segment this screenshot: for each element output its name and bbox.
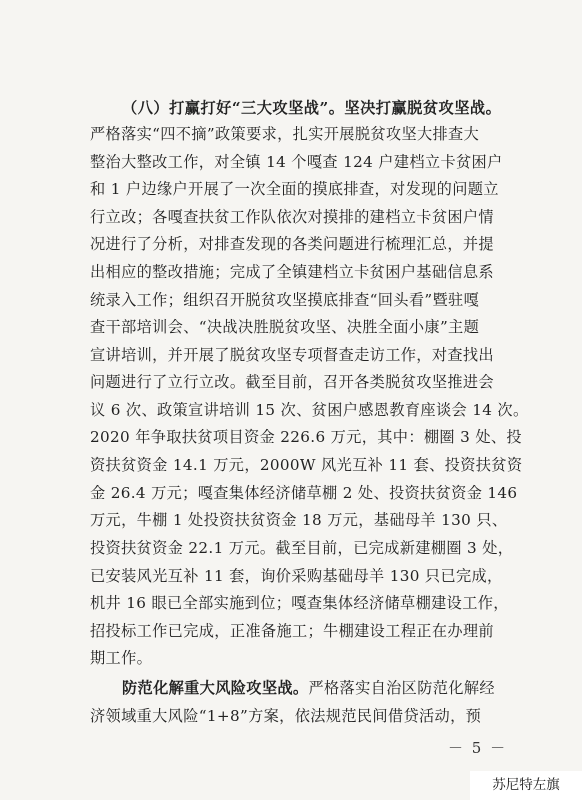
body-line: 问题进行了立行立改。截至目前，召开各类脱贫攻坚推进会 [90, 373, 494, 391]
section-heading-line: （八）打赢打好“三大攻坚战”。坚决打赢脱贫攻坚战。 [122, 99, 502, 117]
body-line: 万元，牛棚 1 处投资扶贫资金 18 万元，基础母羊 130 只、 [90, 511, 508, 529]
body-line: 宣讲培训，并开展了脱贫攻坚专项督查走访工作，对查找出 [90, 346, 494, 364]
body-line: 查干部培训会、“决战决胜脱贫攻坚、决胜全面小康”主题 [90, 318, 480, 336]
paragraph-line-text: 严格落实自治区防范化解经 [308, 679, 495, 697]
body-line: 议 6 次、政策宣讲培训 15 次、贫困户感恩教育座谈会 14 次。 [90, 401, 529, 419]
body-line: 已安装风光互补 11 套，询价采购基础母羊 130 只已完成， [90, 567, 503, 585]
body-line: 出相应的整改措施；完成了全镇建档立卡贫困户基础信息系 [90, 263, 494, 281]
body-line: 资扶贫资金 14.1 万元，2000W 风光互补 11 套、投资扶贫资 [90, 456, 523, 474]
body-line: 机井 16 眼已全部实施到位；嘎查集体经济储草棚建设工作， [90, 594, 509, 612]
body-line: 投资扶贫资金 22.1 万元。截至目前，已完成新建棚圈 3 处， [90, 539, 514, 557]
body-line: 况进行了分析，对排查发现的各类问题进行梳理汇总，并提 [90, 235, 494, 253]
body-line: 济领域重大风险“1+8”方案，依法规范民间借贷活动，预 [90, 707, 482, 725]
body-line: 严格落实“四不摘”政策要求，扎实开展脱贫攻坚大排查大 [90, 125, 480, 143]
body-line: 期工作。 [90, 649, 153, 667]
page-number: － 5 － [448, 739, 508, 757]
paragraph-lead-heading: 防范化解重大风险攻坚战。 [122, 679, 309, 697]
paragraph-line [122, 677, 532, 699]
body-line: 金 26.4 万元；嘎查集体经济储草棚 2 处、投资扶贫资金 146 [90, 484, 518, 502]
body-line: 整治大整改工作，对全镇 14 个嘎查 124 户建档立卡贫困户 [90, 153, 503, 171]
body-line: 2020 年争取扶贫项目资金 226.6 万元，其中：棚圈 3 处、投 [90, 428, 522, 446]
body-line: 和 1 户边缘户开展了一次全面的摸底排查，对发现的问题立 [90, 180, 499, 198]
body-line: 招投标工作已完成，正准备施工；牛棚建设工程正在办理前 [90, 622, 494, 640]
source-watermark: 苏尼特左旗 [470, 771, 582, 800]
body-line: 行立改；各嘎查扶贫工作队依次对摸排的建档立卡贫困户情 [90, 208, 494, 226]
body-line: 统录入工作；组织召开脱贫攻坚摸底排查“回头看”暨驻嘎 [90, 291, 480, 309]
